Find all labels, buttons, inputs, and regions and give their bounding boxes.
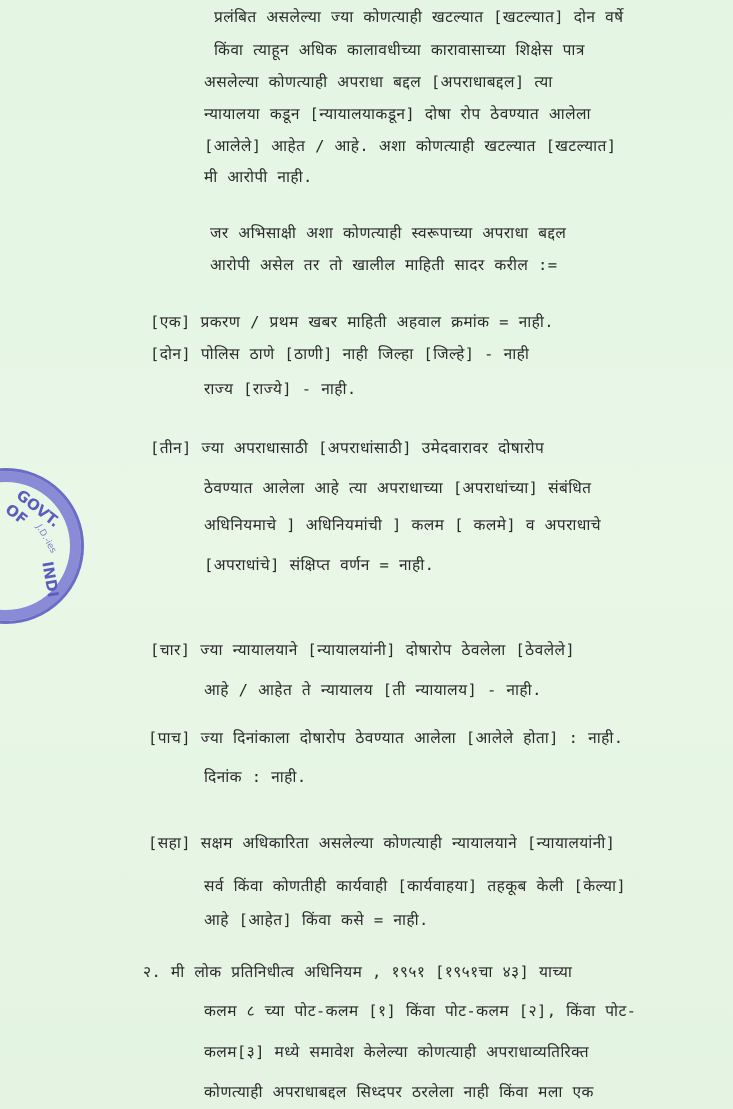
text-line: अधिनियमाचे ] अधिनियमांची ] कलम [ कलमे] व अपराधाचे <box>204 516 602 534</box>
text-line: सर्व किंवा कोणतीही कार्यवाही [कार्यवाहया] तहकूब केली [केल्या] <box>204 877 627 895</box>
item-one-line: [एक] प्रकरण / प्रथम खबर माहिती अहवाल क्रमांक = नाही. <box>150 313 554 331</box>
text-line: मी आरोपी नाही. <box>204 168 313 186</box>
text-line: राज्य [राज्ये] - नाही. <box>204 380 357 398</box>
text-line: कलम[३] मध्ये समावेश केलेल्या कोणत्याही अपराधाव्यतिरिक्त <box>204 1043 590 1061</box>
item-five-line: [पाच] ज्या दिनांकाला दोषारोप ठेवण्यात आलेला [आलेले होता] : नाही. <box>148 729 624 747</box>
text-line: न्यायालया कडून [न्यायालयाकडून] दोषा रोप ठेवण्यात आलेला <box>204 105 591 123</box>
text-line: आहे / आहेत ते न्यायालय [ती न्यायालय] - नाही. <box>204 681 542 699</box>
seal-text-top: GOVT. OF <box>1 486 64 531</box>
item-six-line: [सहा] सक्षम अधिकारिता असलेल्या कोणत्याही न्यायालयाने [न्यायालयांनी] <box>148 834 616 852</box>
text-line: जर अभिसाक्षी अशा कोणत्याही स्वरूपाच्या अपराधा बद्दल <box>210 224 567 242</box>
text-line: आरोपी असेल तर तो खालील माहिती सादर करील := <box>210 256 558 274</box>
government-seal-stamp <box>1 468 76 622</box>
text-line: दिनांक : नाही. <box>204 768 307 786</box>
text-line: प्रलंबित असलेल्या ज्या कोणत्याही खटल्यात [खटल्यात] दोन वर्षे <box>214 8 624 26</box>
section-two-line: २. मी लोक प्रतिनिधीत्व अधिनियम , १९५१ [१९५१चा ४३] याच्या <box>143 963 573 981</box>
text-line: कलम ८ च्या पोट-कलम [१] किंवा पोट-कलम [२], किंवा पोट- <box>204 1002 637 1020</box>
text-line: किंवा त्याहून अधिक कालावधीच्या कारावासाच्या शिक्षेस पात्र <box>214 41 585 59</box>
item-three-line: [तीन] ज्या अपराधासाठी [अपराधांसाठी] उमेदवारावर दोषारोप <box>150 439 545 457</box>
text-line: [आलेले] आहेत / आहे. अशा कोणत्याही खटल्यात [खटल्यात] <box>204 137 617 155</box>
seal-small-text: J.D.-ies <box>33 522 58 556</box>
text-line: असलेल्या कोणत्याही अपराधा बद्दल [अपराधाबद्दल] त्या <box>204 73 553 91</box>
text-line: आहे [आहेत] किंवा कसे = नाही. <box>204 911 429 929</box>
text-line: ठेवण्यात आलेला आहे त्या अपराधाच्या [अपराधांच्या] संबंधित <box>204 479 592 497</box>
text-line: [अपराधांचे] संक्षिप्त वर्णन = नाही. <box>204 556 435 574</box>
item-four-line: [चार] ज्या न्यायालयाने [न्यायालयांनी] दोषारोप ठेवलेला [ठेवलेले] <box>150 641 576 659</box>
seal-text-side: INDI <box>38 560 63 599</box>
item-two-line: [दोन] पोलिस ठाणे [ठाणी] नाही जिल्हा [जिल्हे] - नाही <box>150 345 530 363</box>
text-line: कोणत्याही अपराधाबद्दल सिध्दपर ठरलेला नाही किंवा मला एक <box>204 1083 594 1101</box>
